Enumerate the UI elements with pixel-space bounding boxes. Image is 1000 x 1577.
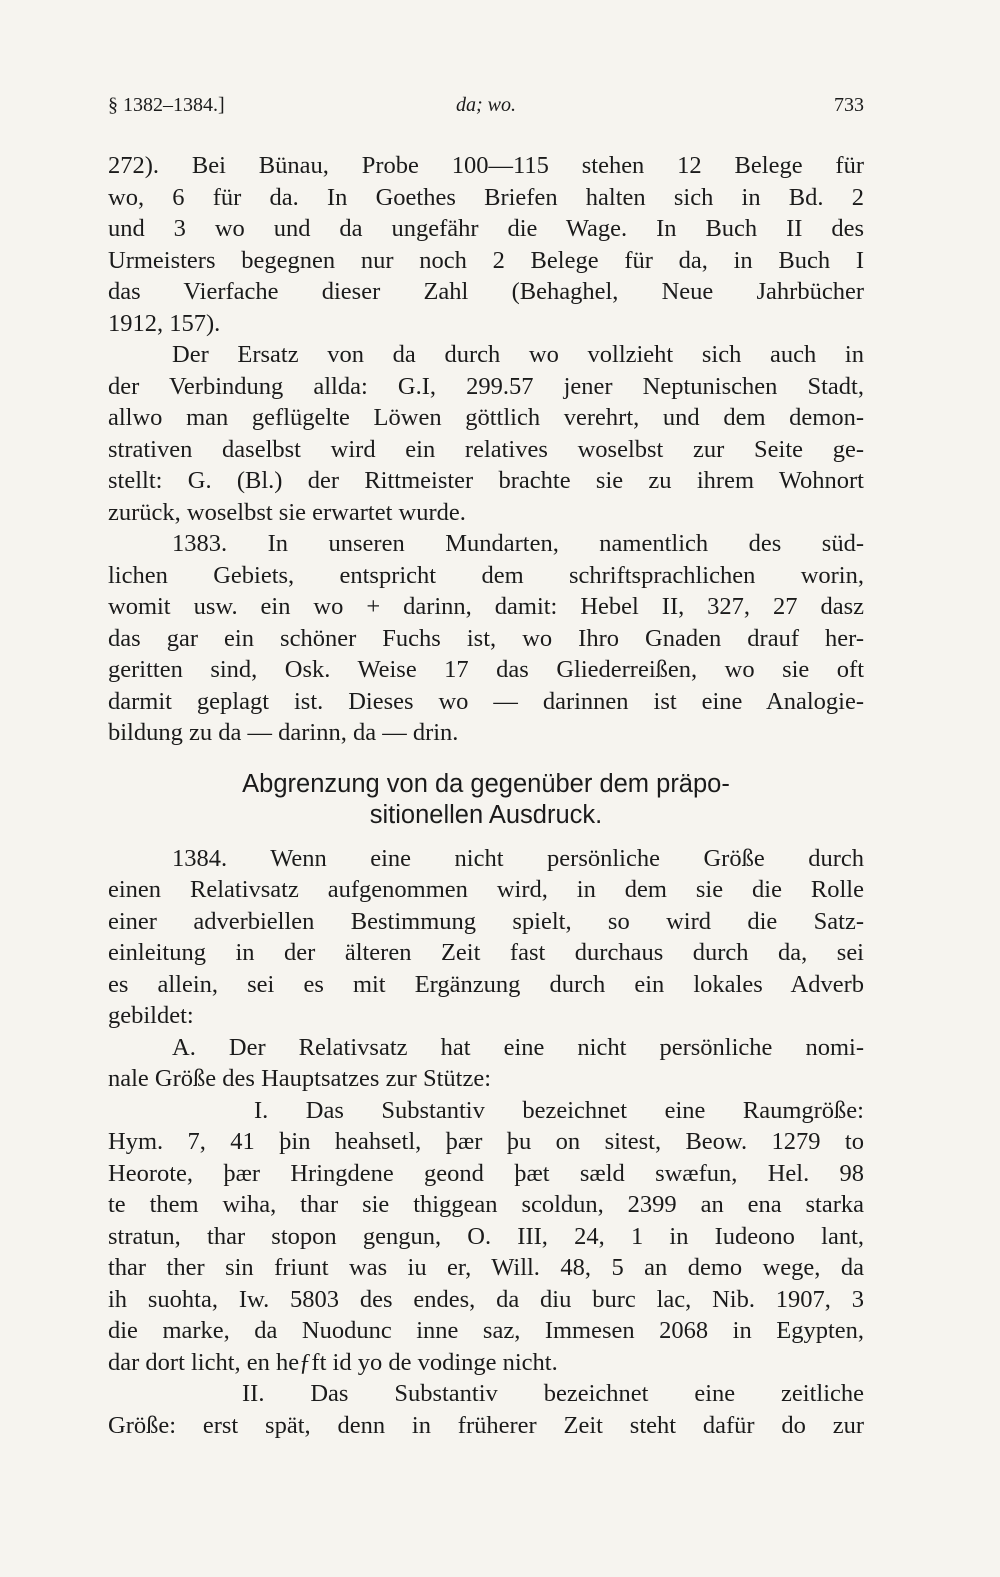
text-line: thar ther sin friunt was iu er, Will. 48, 5 an demo wege, da [108,1254,864,1281]
paragraph-i [108,1095,864,1379]
text-line: das Vierfache dieser Zahl (Behaghel, Neue Jahrbücher [108,278,864,305]
text-line: die marke, da Nuodunc inne saz, Immesen 2068 in Egypten, [108,1317,864,1344]
text-line: 272). Bei Bünau, Probe 100—115 stehen 12 Belege für [108,152,864,179]
text-line: darmit geplagt ist. Dieses wo — darinnen ist eine Analogie- [108,687,864,715]
text-line: Größe: erst spät, denn in früherer Zeit steht dafür do zur [108,1411,864,1439]
text-line: A. Der Relativsatz hat eine nicht persönliche nomi- [172,1033,864,1061]
text-line: strativen daselbst wird ein relatives woselbst zur Seite ge- [108,435,864,463]
spacer [108,831,864,843]
heading-line: sitionellen Ausdruck. [369,800,603,829]
text-line: lichen Gebiets, entspricht dem schriftsprachlichen worin, [108,561,864,589]
paragraph-ii [108,1378,864,1441]
section-1384 [108,843,864,1032]
text-line: allwo man geflügelte Löwen göttlich verehrt, und dem demon- [108,404,864,431]
text-line: 1384. Wenn eine nicht persönliche Größe durch [172,844,864,872]
text-line: wo, 6 für da. In Goethes Briefen halten sich in Bd. 2 [108,183,864,211]
text-line: bildung zu da — darinn, da — drin. [108,719,459,746]
text-line: zurück, woselbst sie erwartet wurde. [108,498,466,526]
text-line: stellt: G. (Bl.) der Rittmeister brachte sie zu ihrem Wohnort [108,467,864,494]
text-line: ih suohta, Iw. 5803 des endes, da diu burc lac, Nib. 1907, 3 [108,1285,864,1313]
page-number: 733 [834,94,864,116]
text-line: Hym. 7, 41 þin heahsetl, þær þu on sitest, Beow. 1279 to [108,1128,864,1155]
heading-line: Abgrenzung von da gegenüber dem präpo- [242,769,730,798]
text-line: Heorote, þær Hringdene geond þæt sæld swæfun, Hel. 98 [108,1159,864,1187]
text-line: nale Größe des Hauptsatzes zur Stütze: [108,1065,492,1092]
text-line: und 3 wo und da ungefähr die Wage. In Buch II des [108,215,864,242]
text-line: 1383. In unseren Mundarten, namentlich des süd- [172,530,864,557]
text-line: womit usw. ein wo + darinn, damit: Hebel II, 327, 27 dasz [108,593,864,620]
text-line: dar dort licht, en heƒft id yo de vodinge nicht. [108,1348,558,1376]
running-title: da; wo. [456,94,516,116]
text-line: Der Ersatz von da durch wo vollzieht sich auch in [172,341,864,368]
text-line: II. Das Substantiv bezeichnet eine zeitliche [242,1380,864,1407]
text-line: Urmeisters begegnen nur noch 2 Belege für da, in Buch I [108,246,864,274]
running-header [108,94,864,124]
section-1383 [108,528,864,749]
text-line: einer adverbiellen Bestimmung spielt, so wird die Satz- [108,907,864,935]
section-heading [108,769,864,831]
text-line: das gar ein schöner Fuchs ist, wo Ihro Gnaden drauf her- [108,624,864,652]
page-body [108,150,864,1441]
section-reference: § 1382–1384.] [108,94,225,116]
text-line: stratun, thar stopon gengun, O. III, 24, 1 in Iudeono lant, [108,1222,864,1250]
spacer [108,749,864,769]
text-line: es allein, sei es mit Ergänzung durch ein lokales Adverb [108,970,864,998]
text-line: gebildet: [108,1002,194,1029]
paragraph-1 [108,150,864,339]
text-line: der Verbindung allda: G.I, 299.57 jener Neptunischen Stadt, [108,372,864,400]
text-line: I. Das Substantiv bezeichnet eine Raumgröße: [254,1096,864,1124]
text-line: te them wiha, thar sie thiggean scoldun, 2399 an ena starka [108,1191,864,1218]
text-line: einen Relativsatz aufgenommen wird, in dem sie die Rolle [108,876,864,903]
text-line: 1912, 157). [108,309,221,337]
paragraph-a [108,1032,864,1095]
text-line: einleitung in der älteren Zeit fast durchaus durch da, sei [108,939,864,966]
text-line: geritten sind, Osk. Weise 17 das Gliederreißen, wo sie oft [108,656,864,683]
paragraph-2 [108,339,864,528]
